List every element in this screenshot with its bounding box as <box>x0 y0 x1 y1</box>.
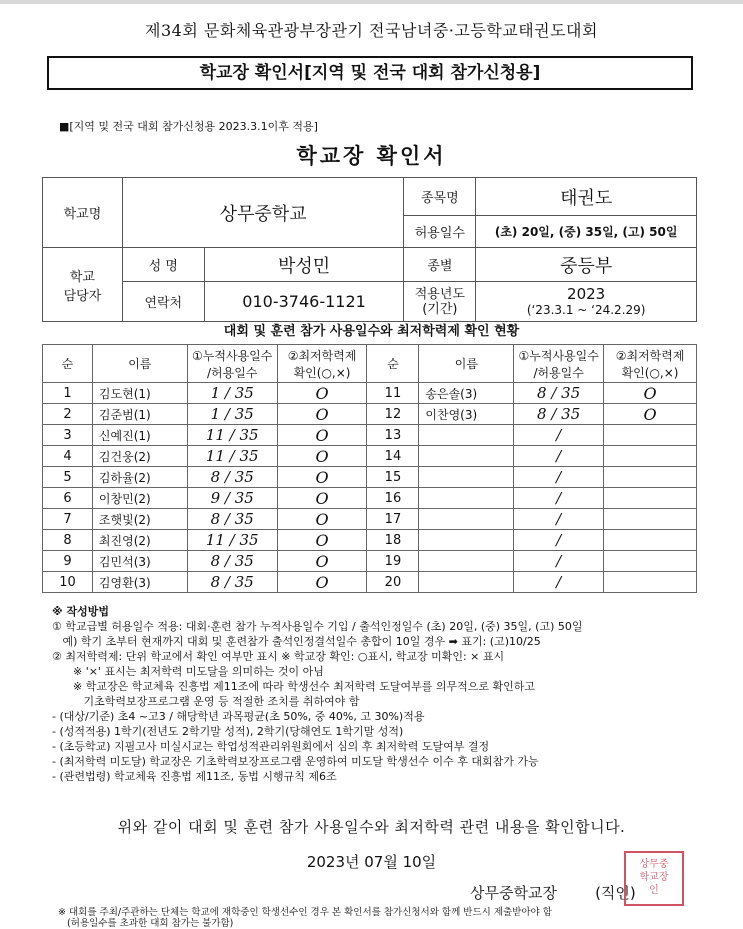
note-line: - (초등학교) 지필고사 미실시교는 학업성적관리위원회에서 심의 후 최저학력 도달여부 결정 <box>52 740 490 753</box>
row-no: 18 <box>367 530 419 551</box>
academic-check <box>604 530 697 551</box>
year-label: 적용년도 (기간) <box>404 282 476 322</box>
applies-note: ■[지역 및 전국 대회 참가신청용 2023.3.1이후 적용] <box>59 120 318 133</box>
student-name <box>419 572 514 593</box>
academic-check: O <box>277 383 367 404</box>
note-line: ② 최저학력제: 단위 학교에서 확인 여부만 표시 ※ 학교장 확인: ○표시, 학교장 미확인: × 표시 <box>52 650 505 663</box>
header-no-right: 순 <box>367 345 419 383</box>
academic-check: O <box>604 383 697 404</box>
row-no: 14 <box>367 446 419 467</box>
student-name <box>419 488 514 509</box>
scan-top-edge <box>0 0 743 4</box>
note-line: ① 학교급별 허용일수 적용: 대회·훈련 참가 누적사용일수 기입 / 출석인정일수 (초) 20일, (중) 35일, (고) 50일 <box>52 620 583 633</box>
table-row <box>43 467 697 488</box>
academic-check: O <box>277 509 367 530</box>
table-row <box>43 509 697 530</box>
header-name-left: 이름 <box>92 345 187 383</box>
row-no: 10 <box>43 572 93 593</box>
year-value: 2023 <box>567 284 606 303</box>
student-name <box>419 446 514 467</box>
days-used: 8 / 35 <box>514 383 604 404</box>
period-value: (‘23.3.1 ~ ‘24.2.29) <box>526 302 646 317</box>
row-no: 8 <box>43 530 93 551</box>
row-no: 3 <box>43 425 93 446</box>
row-no: 6 <box>43 488 93 509</box>
student-name <box>419 530 514 551</box>
signer: 상무중학교장 (직인) <box>470 884 636 902</box>
academic-check <box>604 488 697 509</box>
main-title: 학교장 확인서 <box>296 144 447 168</box>
school-label: 학교명 <box>43 178 123 248</box>
table-row <box>43 551 697 572</box>
table-row <box>43 404 697 425</box>
row-no: 2 <box>43 404 93 425</box>
note-line: - (관련법령) 학교체육 진흥법 제11조, 동법 시행규칙 제6조 <box>52 770 337 783</box>
academic-check: O <box>277 530 367 551</box>
student-name <box>419 509 514 530</box>
header-no-left: 순 <box>43 345 93 383</box>
header-days-left: ①누적사용일수 /허용일수 <box>187 345 277 383</box>
days-used: / <box>514 425 604 446</box>
academic-check: O <box>604 404 697 425</box>
academic-check: O <box>277 446 367 467</box>
header-days-right: ①누적사용일수 /허용일수 <box>514 345 604 383</box>
days-used: 9 / 35 <box>187 488 277 509</box>
days-used: 8 / 35 <box>187 551 277 572</box>
issue-date: 2023년 07월 10일 <box>306 853 437 871</box>
official-seal: 상무중 학교장 인 <box>624 851 684 906</box>
row-no: 16 <box>367 488 419 509</box>
student-name: 최진영(2) <box>92 530 187 551</box>
student-name: 이찬영(3) <box>419 404 514 425</box>
note-heading: ※ 작성방법 <box>52 605 110 618</box>
row-no: 12 <box>367 404 419 425</box>
allowed-days-label: 허용일수 <box>404 216 476 248</box>
student-name: 이창민(2) <box>92 488 187 509</box>
student-name: 김준범(1) <box>92 404 187 425</box>
row-no: 20 <box>367 572 419 593</box>
note-line: 예) 학기 초부터 현재까지 대회 및 훈련참가 출석인정결석일수 총합이 10일 경우 ➡ 표기: (고)10/25 <box>52 635 541 648</box>
days-used: / <box>514 551 604 572</box>
contact-label: 학교 담당자 <box>43 248 123 322</box>
student-name <box>419 467 514 488</box>
days-used: 8 / 35 <box>187 467 277 488</box>
student-name: 신예진(1) <box>92 425 187 446</box>
table-row <box>43 572 697 593</box>
table-row <box>43 530 697 551</box>
note-line: ※ '×' 표시는 최저학력 미도달을 의미하는 것이 아님 <box>52 665 324 678</box>
row-no: 4 <box>43 446 93 467</box>
student-name: 송은솔(3) <box>419 383 514 404</box>
header-name-right: 이름 <box>419 345 514 383</box>
confirm-section-title: 대회 및 훈련 참가 사용일수와 최저학력제 확인 현황 <box>223 324 520 339</box>
student-name: 김민석(3) <box>92 551 187 572</box>
row-no: 19 <box>367 551 419 572</box>
table-row <box>43 425 697 446</box>
academic-check: O <box>277 467 367 488</box>
header-academic-left: ②최저학력제 확인(○,×) <box>277 345 367 383</box>
note-line: - (성적적용) 1학기(전년도 2학기말 성적), 2학기(당해연도 1학기말 성적) <box>52 725 404 738</box>
academic-check <box>604 572 697 593</box>
academic-check: O <box>277 425 367 446</box>
days-used: 11 / 35 <box>187 446 277 467</box>
academic-check: O <box>277 404 367 425</box>
row-no: 17 <box>367 509 419 530</box>
division-value: 중등부 <box>476 248 697 282</box>
row-no: 5 <box>43 467 93 488</box>
row-no: 7 <box>43 509 93 530</box>
school-name: 상무중학교 <box>122 178 404 248</box>
row-no: 11 <box>367 383 419 404</box>
header-academic-right: ②최저학력제 확인(○,×) <box>604 345 697 383</box>
phone-label: 연락처 <box>122 282 204 322</box>
academic-check: O <box>277 488 367 509</box>
student-name: 김하율(2) <box>92 467 187 488</box>
days-used: 11 / 35 <box>187 530 277 551</box>
student-name <box>419 551 514 572</box>
days-used: 8 / 35 <box>514 404 604 425</box>
row-no: 13 <box>367 425 419 446</box>
academic-check <box>604 446 697 467</box>
table-row <box>43 383 697 404</box>
academic-check <box>604 467 697 488</box>
days-used: / <box>514 509 604 530</box>
academic-check: O <box>277 572 367 593</box>
name-label: 성 명 <box>122 248 204 282</box>
table-row <box>43 446 697 467</box>
form-title: 학교장 확인서[지역 및 전국 대회 참가신청용] <box>47 56 693 90</box>
student-name: 김도현(1) <box>92 383 187 404</box>
sport-value: 태권도 <box>476 178 697 216</box>
division-label: 종별 <box>404 248 476 282</box>
allowed-days-value: (초) 20일, (중) 35일, (고) 50일 <box>476 216 697 248</box>
days-used: / <box>514 467 604 488</box>
sport-label: 종목명 <box>404 178 476 216</box>
students-table <box>42 344 697 593</box>
row-no: 15 <box>367 467 419 488</box>
note-line: - (최저학력 미도달) 학교장은 기초학력보장프로그램 운영하여 미도달 학생선수 이수 후 대회참가 가능 <box>52 755 539 768</box>
student-name: 조햇빛(2) <box>92 509 187 530</box>
days-used: / <box>514 572 604 593</box>
days-used: 8 / 35 <box>187 509 277 530</box>
contact-name: 박성민 <box>204 248 404 282</box>
footer-note: ※ 대회를 주최/주관하는 단체는 학교에 재학중인 학생선수인 경우 본 확인서를 참가신청서와 함께 반드시 제출받아야 함 (허용일수를 초과한 대회 참가는 불가함) <box>58 907 552 929</box>
days-used: / <box>514 446 604 467</box>
school-info-table <box>42 177 697 322</box>
instructions <box>52 604 712 784</box>
days-used: 8 / 35 <box>187 572 277 593</box>
declaration: 위와 같이 대회 및 훈련 참가 사용일수와 최저학력 관련 내용을 확인합니다. <box>117 818 626 836</box>
note-line: ※ 학교장은 학교체육 진흥법 제11조에 따라 학생선수 최저학력 도달여부를 의무적으로 확인하고 <box>52 680 535 693</box>
days-used: 1 / 35 <box>187 404 277 425</box>
student-name: 김영환(3) <box>92 572 187 593</box>
row-no: 1 <box>43 383 93 404</box>
event-title: 제34회 문화체육관광부장관기 전국남녀중·고등학교태권도대회 <box>145 21 598 40</box>
table-row <box>43 488 697 509</box>
row-no: 9 <box>43 551 93 572</box>
academic-check <box>604 509 697 530</box>
days-used: / <box>514 530 604 551</box>
note-line: - (대상/기준) 초4 ~고3 / 해당학년 과목평균(초 50%, 중 40%, 고 30%)적용 <box>52 710 425 723</box>
note-line: 기초학력보장프로그램 운영 등 적절한 조치를 취하여야 함 <box>52 695 360 708</box>
days-used: 1 / 35 <box>187 383 277 404</box>
days-used: 11 / 35 <box>187 425 277 446</box>
academic-check <box>604 425 697 446</box>
student-name: 김건웅(2) <box>92 446 187 467</box>
days-used: / <box>514 488 604 509</box>
academic-check: O <box>277 551 367 572</box>
academic-check <box>604 551 697 572</box>
contact-phone: 010-3746-1121 <box>204 282 404 322</box>
student-name <box>419 425 514 446</box>
